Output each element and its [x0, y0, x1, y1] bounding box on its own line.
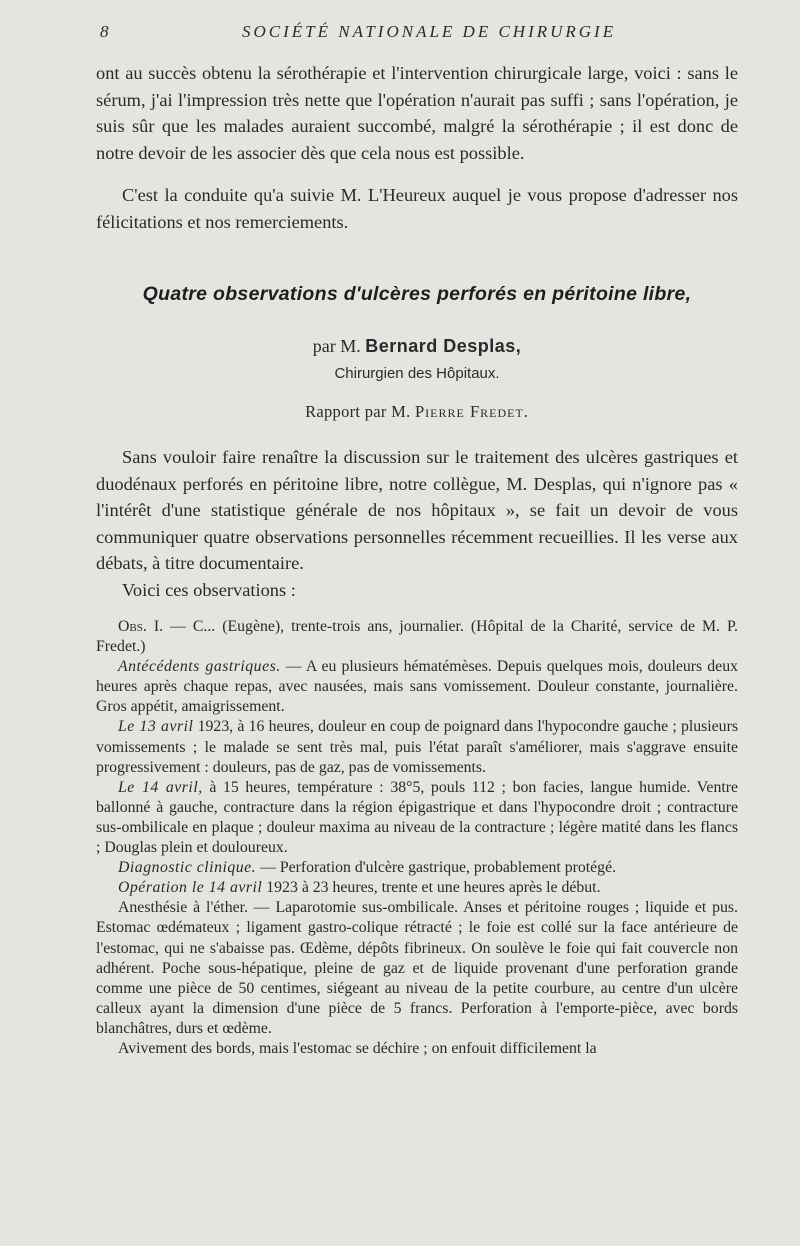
- antecedents-label: Antécédents gastriques.: [118, 658, 281, 676]
- diag-text: — Perforation d'ulcère gastrique, probablement protégé.: [256, 859, 617, 877]
- op-label: Opération le 14 avril: [118, 879, 263, 897]
- article-title: Quatre observations d'ulcères perforés en péritoine libre,: [142, 283, 692, 305]
- obs-date-1: [96, 717, 738, 777]
- date1-label: Le 13 avril: [118, 718, 194, 736]
- byline-prefix: par M.: [312, 336, 361, 356]
- date2-label: Le 14 avril,: [118, 778, 203, 796]
- date2-text: à 15 heures, température : 38°5, pouls 112 ; bon facies, langue humide. Ventre ballonné à gauche, contracture dans la région épigastrique et dans l'hypocondre droit ; contracture sus-ombilicale en plaque ; douleur maxima au niveau de la contracture ; légère matité dans les flancs ; Douglas plein et douloureux.: [96, 778, 739, 857]
- obs-diagnostic: [96, 858, 738, 878]
- obs-heading: [96, 617, 738, 657]
- rapport-prefix: Rapport par M.: [305, 402, 411, 421]
- intro-paragraph-1: ont au succès obtenu la sérothérapie et l'intervention chirurgicale large, voici : sans le sérum, j'ai l'impression très nette que l'opération n'aurait pas suffi ; sans l'opération, je suis sûr que les malades auraient succombé, malgré la sérothérapie ; il est donc de notre devoir de les associer dès que cela nous est possible.: [96, 63, 738, 163]
- page-body: [96, 60, 738, 1059]
- antecedents-text: — A eu plusieurs hématémèses. Depuis quelques mois, douleurs deux heures après chaque repas, avec nausées, mais sans vomissement. Douleur constante, journalière. Gros appétit, amaigrissement.: [96, 658, 738, 716]
- obs-last-line: Avivement des bords, mais l'estomac se déchire ; on enfouit difficilement la: [118, 1039, 597, 1057]
- observation-block: [96, 617, 738, 1059]
- article-byline: [96, 336, 738, 357]
- obs-label: Obs. I.: [118, 618, 164, 635]
- intro-paragraph-2: C'est la conduite qu'a suivie M. L'Heureux auquel je vous propose d'adresser nos félicitations et nos remerciements.: [96, 185, 738, 232]
- page-number: 8: [100, 22, 110, 41]
- author-name: Bernard Desplas,: [365, 336, 522, 356]
- author-affiliation: Chirurgien des Hôpitaux.: [334, 365, 500, 382]
- obs-date-2: [96, 778, 738, 858]
- diag-label: Diagnostic clinique.: [118, 859, 257, 877]
- rapporteur-name: Pierre Fredet.: [414, 402, 529, 421]
- obs-text: — C... (Eugène), trente-trois ans, journalier. (Hôpital de la Charité, service de M. P. Fredet.): [96, 618, 738, 656]
- main-paragraph-1: Sans vouloir faire renaître la discussion sur le traitement des ulcères gastriques et duodénaux perforés en péritoine libre, notre collègue, M. Desplas, qui n'ignore pas « l'intérêt d'une statistique générale de nos hôpitaux », se fait un devoir de vous communiquer quatre observations personnelles récemment recueillies. Il les verse aux débats, à titre documentaire.: [96, 447, 738, 573]
- date1-text: 1923, à 16 heures, douleur en coup de poignard dans l'hypocondre gauche ; plusieurs vomissements ; le malade se sent très mal, puis l'état paraît s'améliorer, mais s'aggrave ensuite progressivement : douleurs, pas de gaz, pas de vomissements.: [96, 718, 738, 776]
- rapport-line: [96, 402, 738, 422]
- obs-antecedents: [96, 657, 738, 717]
- main-paragraph-2: Voici ces observations :: [122, 579, 296, 600]
- op-text: 1923 à 23 heures, trente et une heures après le début.: [262, 879, 601, 897]
- obs-anesthesia: Anesthésie à l'éther. — Laparotomie sus-ombilicale. Anses et péritoine rouges ; liquide et pus. Estomac œdémateux ; ligament gastro-colique rétracté ; le foie est collé sur la face antérieure de l'estomac, qui ne s'abaisse pas. Œdème, dépôts fibrineux. On soulève le foie qui fait couvercle non adhérent. Poche sous-hépatique, pleine de gaz et de liquide provenant d'une perforation grande comme une pièce de 50 centimes, siégeant au niveau de la petite courbure, au centre d'un ulcère calleux ayant la dimension d'une pièce de 5 francs. Perforation à l'emporte-pièce, avec bords blanchâtres, durs et œdème.: [96, 899, 738, 1037]
- obs-operation: [96, 878, 738, 898]
- page-header: [100, 22, 740, 44]
- running-head: SOCIÉTÉ NATIONALE DE CHIRURGIE: [242, 22, 617, 41]
